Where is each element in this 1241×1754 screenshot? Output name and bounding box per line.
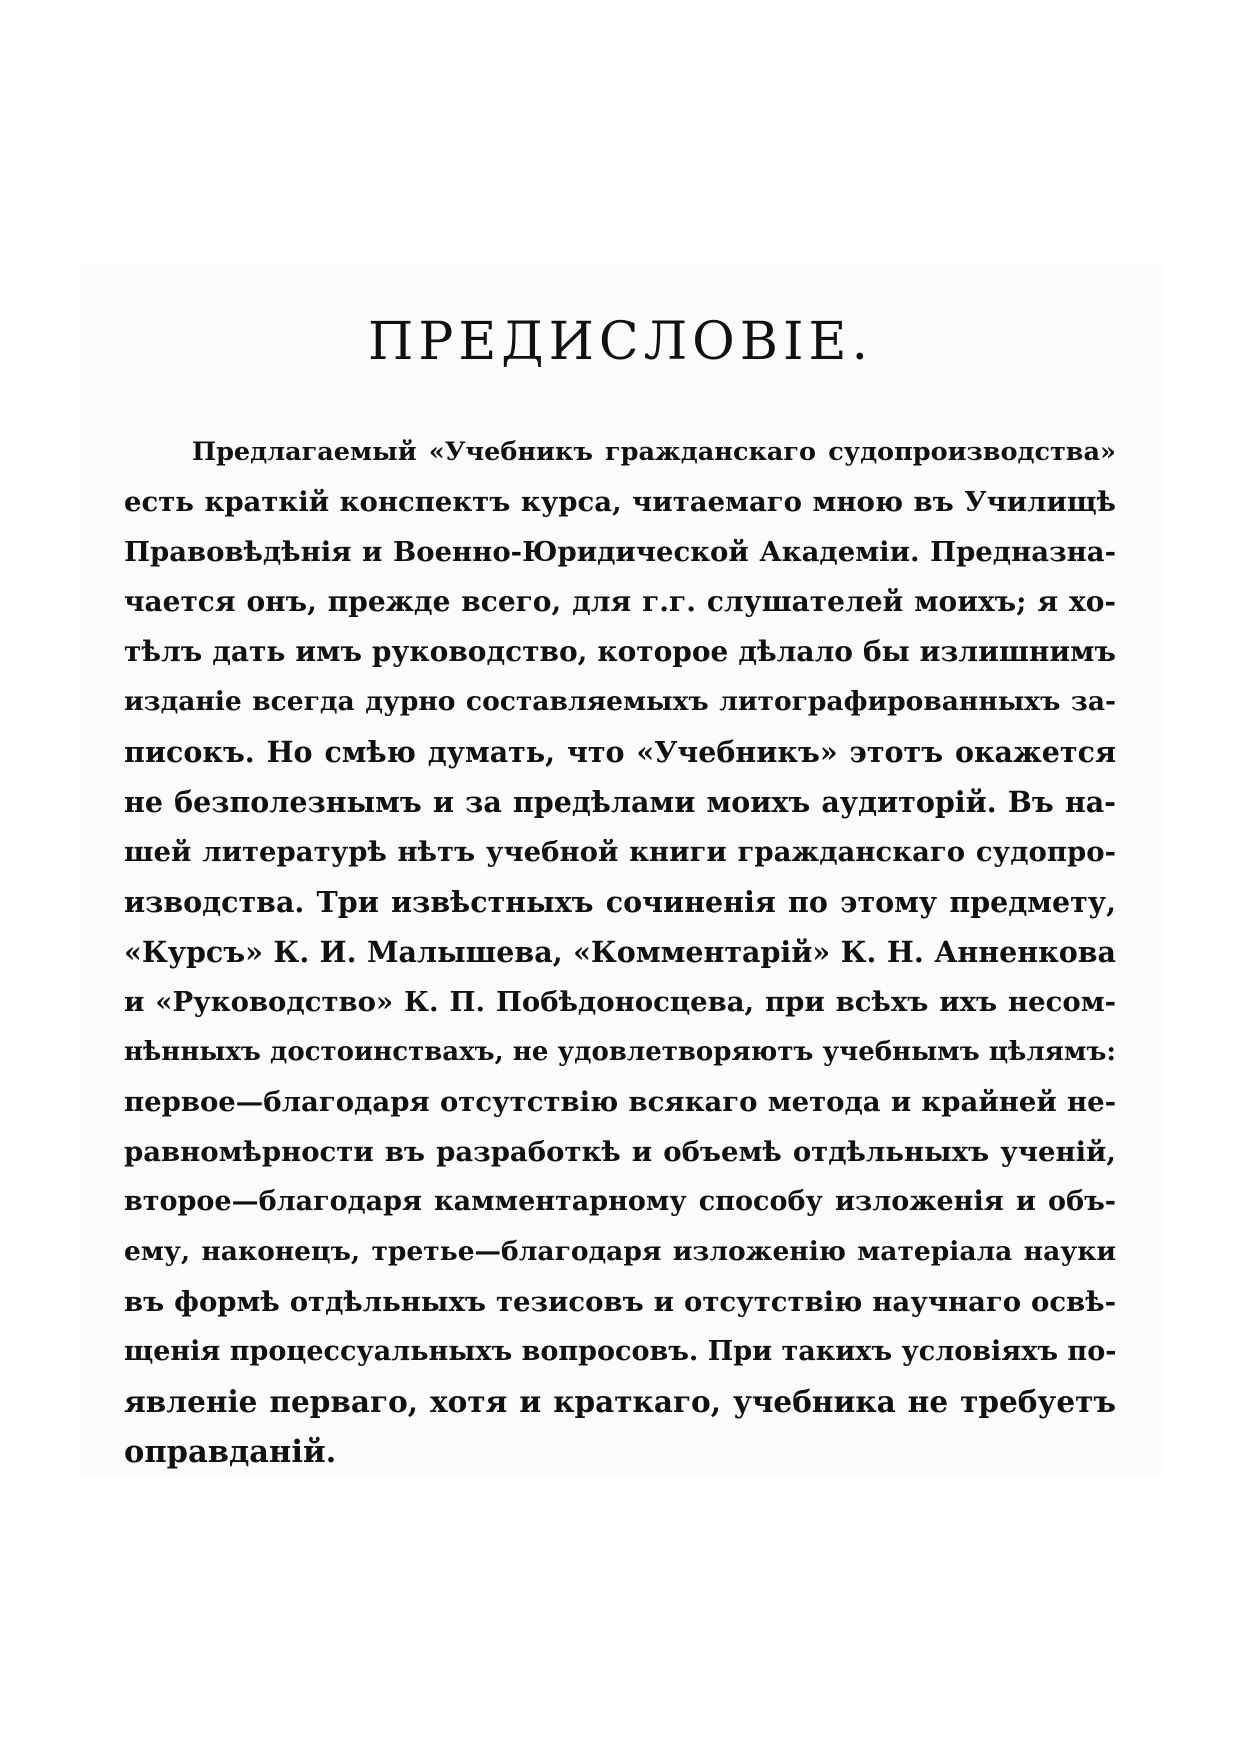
text-line: въ формѣ отдѣльныхъ тезисовъ и отсутствію научнаго освѣ- bbox=[124, 1286, 1116, 1318]
text-line: и «Руководство» К. П. Побѣдоносцева, при всѣхъ ихъ несом- bbox=[124, 986, 1116, 1018]
text-line: щенія процессуальныхъ вопросовъ. При такихъ условіяхъ по- bbox=[124, 1336, 1116, 1367]
text-line: Правовѣдѣнія и Военно-Юридической Академіи. Предназна- bbox=[124, 536, 1116, 568]
text-line: ему, наконецъ, третье—благодаря изложенію матеріала науки bbox=[124, 1236, 1116, 1267]
preface-paragraph bbox=[124, 427, 1116, 1477]
text-line: шей литературѣ нѣтъ учебной книги гражданскаго судопро- bbox=[124, 836, 1116, 868]
text-line: явленіе перваго, хотя и краткаго, учебника не требуетъ bbox=[124, 1384, 1116, 1419]
page-title: ПРЕДИСЛОВІЕ. bbox=[368, 312, 873, 372]
text-line: есть краткій конспектъ курса, читаемаго мною въ Училищѣ bbox=[124, 486, 1116, 518]
text-line: второе—благодаря камментарному способу изложенія и объ- bbox=[124, 1186, 1116, 1217]
text-line: изданіе всегда дурно составляемыхъ литографированныхъ за- bbox=[124, 686, 1116, 717]
text-line: тѣлъ дать имъ руководство, которое дѣлало бы излишнимъ bbox=[124, 635, 1116, 668]
text-line: Предлагаемый «Учебникъ гражданскаго судопроизводства» bbox=[192, 437, 1116, 467]
text-line: первое—благодаря отсутствію всякаго метода и крайней не- bbox=[124, 1086, 1116, 1118]
text-line: изводства. Три извѣстныхъ сочиненія по этому предмету, bbox=[124, 885, 1116, 919]
text-line: не безполезнымъ и за предѣлами моихъ аудиторій. Въ на- bbox=[124, 785, 1116, 819]
text-line: «Курсъ» К. И. Малышева, «Комментарій» К. Н. Анненкова bbox=[124, 935, 1116, 969]
text-line: равномѣрности въ разработкѣ и объемѣ отдѣльныхъ ученій, bbox=[124, 1136, 1116, 1168]
text-line: нѣнныхъ достоинствахъ, не удовлетворяютъ учебнымъ цѣлямъ: bbox=[124, 1037, 1116, 1067]
text-line: писокъ. Но смѣю думать, что «Учебникъ» этотъ окажется bbox=[124, 735, 1116, 769]
text-line: оправданій. bbox=[124, 1434, 337, 1470]
text-line: чается онъ, прежде всего, для г.г. слушателей моихъ; я хо- bbox=[124, 585, 1116, 618]
